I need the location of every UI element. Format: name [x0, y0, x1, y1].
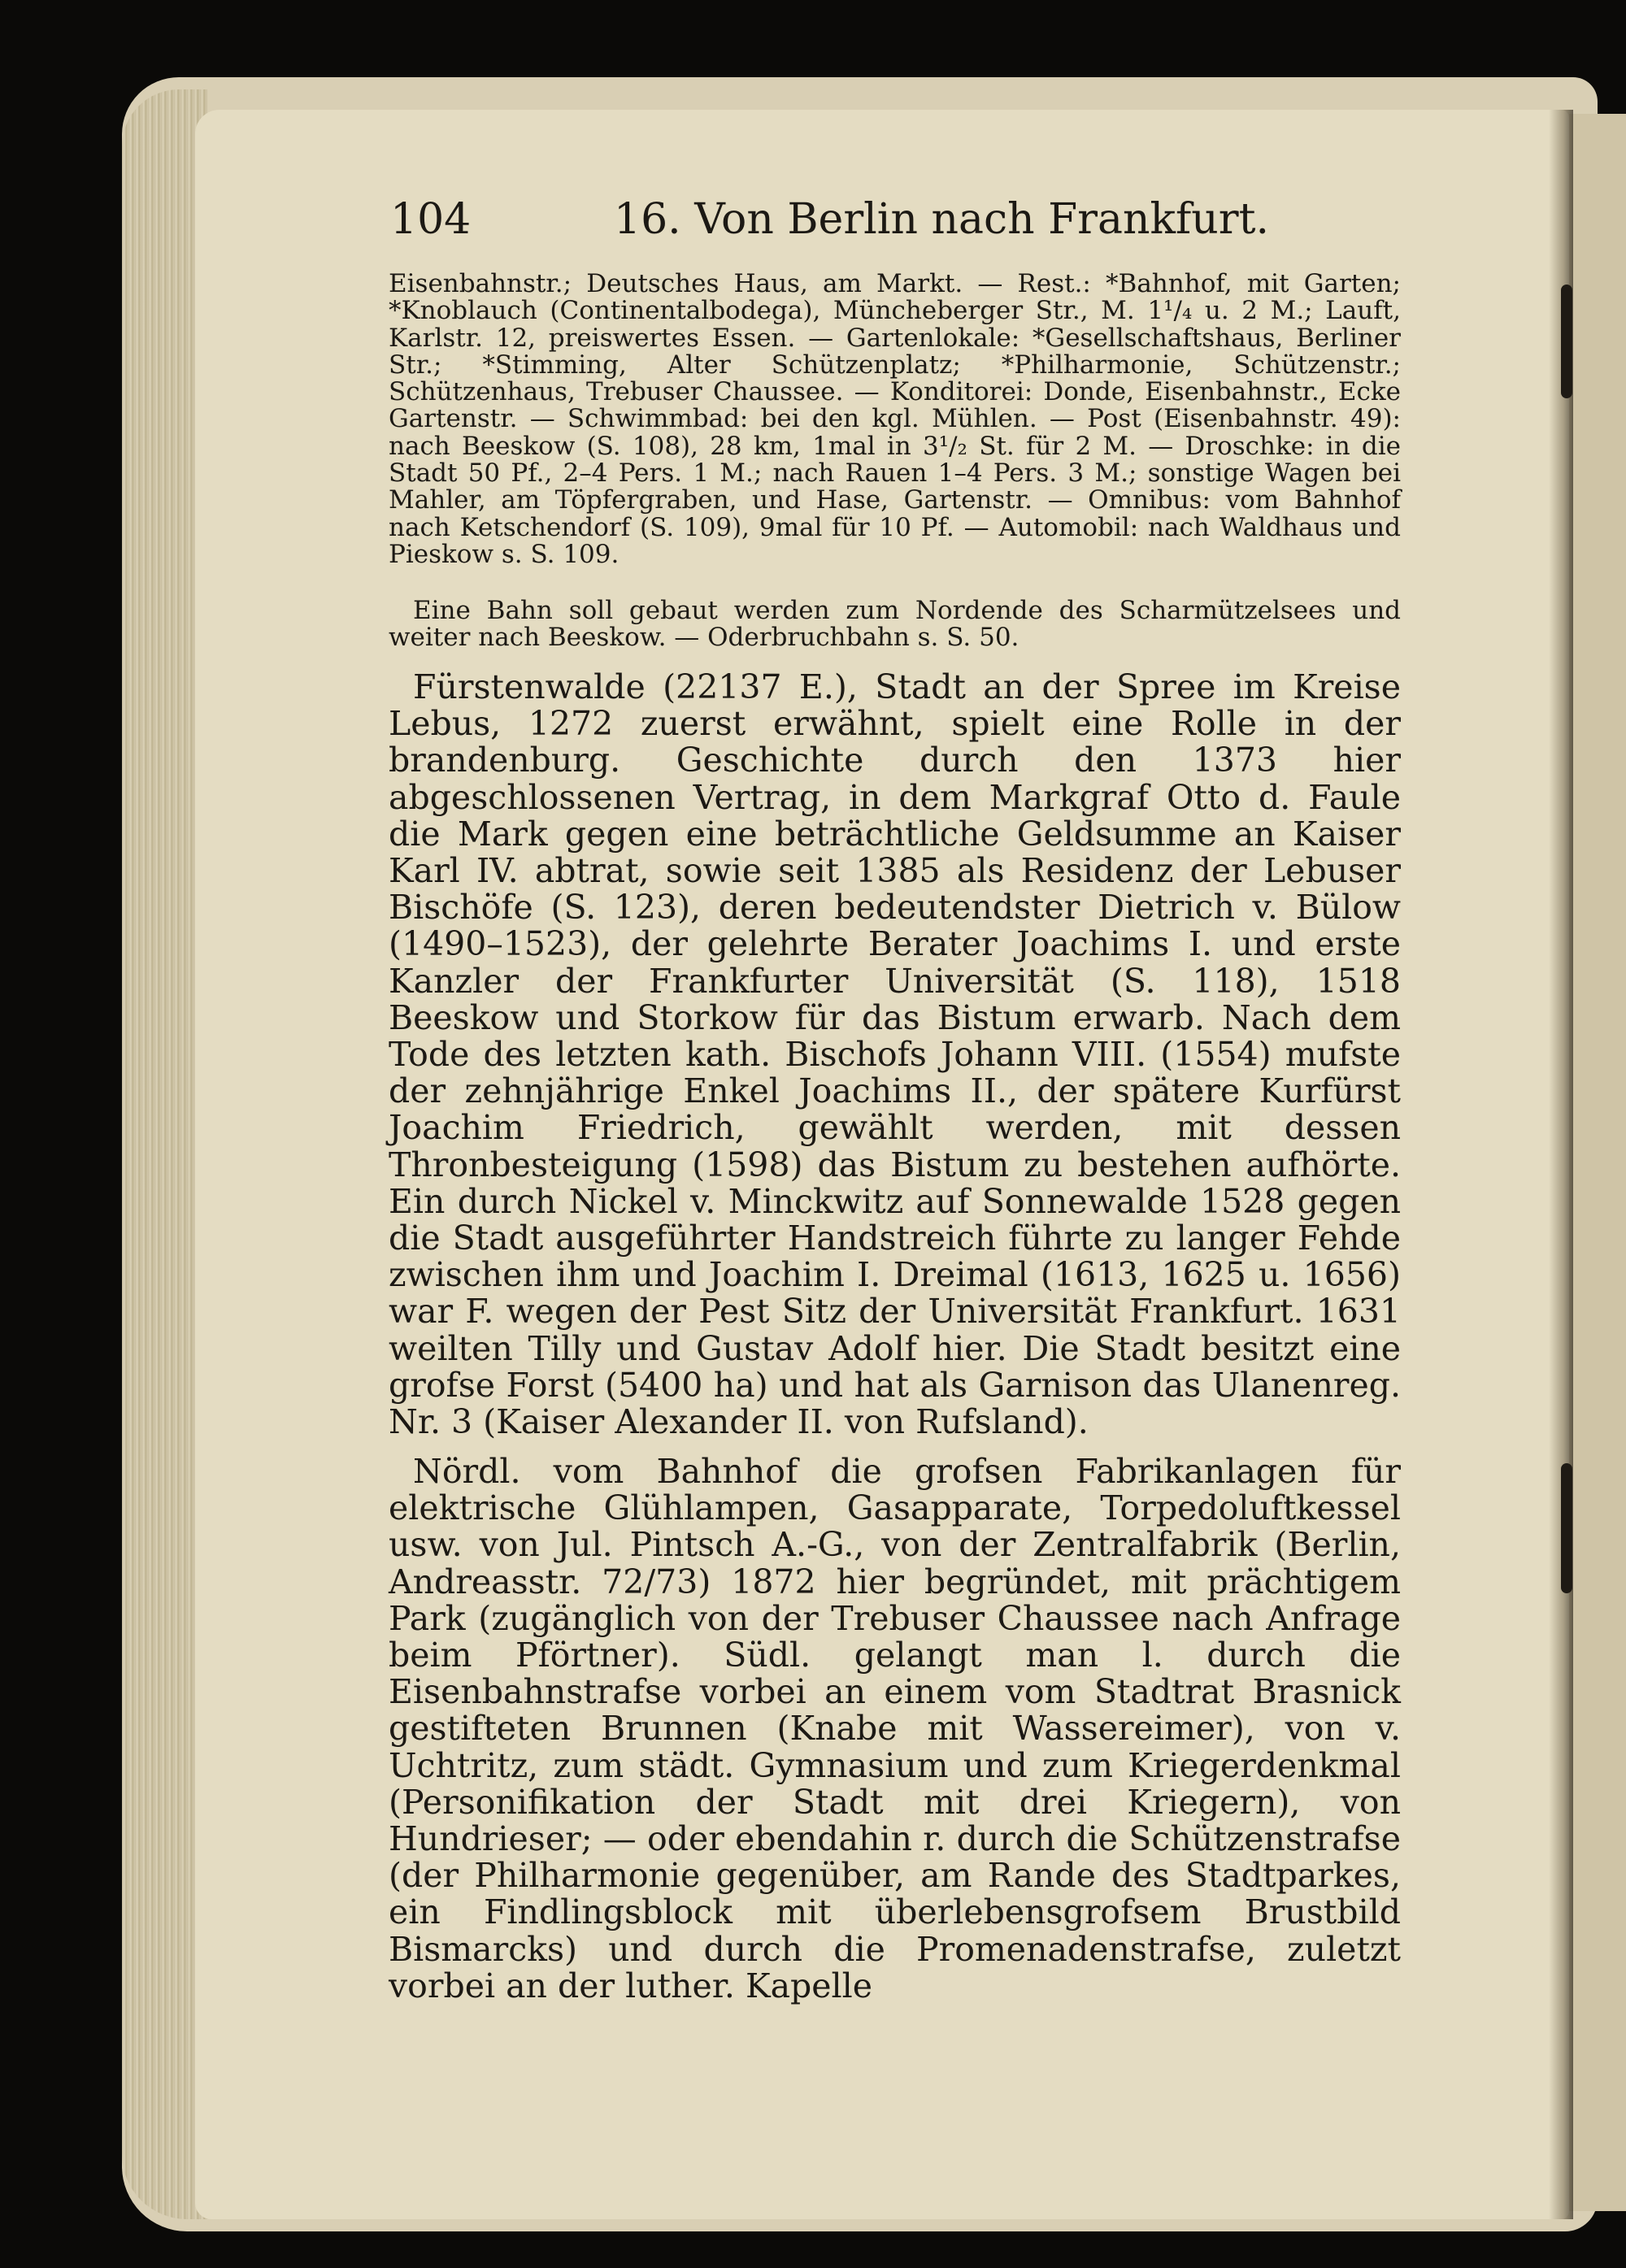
binding-gutter: [1549, 110, 1573, 2219]
binding-thread-top: [1561, 285, 1572, 398]
sights-paragraph: Nördl. vom Bahnhof die grofsen Fabrikanlagen für elektrische Glühlampen, Gasapparate, Torpedoluftkessel usw. von Jul. Pintsch A.-G., von der Zentralfabrik (Berlin, Andreasstr. 72/73) 1872 hier begründet, mit prächtigem Park (zugänglich von der Trebuser Chaussee nach Anfrage beim Pförtner). Südl. gelangt man l. durch die Eisenbahnstrafse vorbei an einem vom Stadtrat Brasnick gestifteten Brunnen (Knabe mit Wassereimer), von v. Uchtritz, zum städt. Gymnasium und zum Kriegerdenkmal (Personifikation der Stadt mit drei Kriegern), von Hundrieser; — oder ebendahin r. durch die Schützenstrafse (der Philharmonie gegenüber, am Rande des Stadtparkes, ein Findlingsblock mit überlebensgrofsem Brustbild Bismarcks) und durch die Promenadenstrafse, zuletzt vorbei an der luther. Kapelle: [389, 1452, 1401, 2005]
railway-note-paragraph: Eine Bahn soll gebaut werden zum Nordende des Scharmützelsees und weiter nach Beeskow. — Oderbruchbahn s. S. 50.: [389, 596, 1401, 653]
running-title: 16. Von Berlin nach Frankfurt.: [614, 195, 1270, 244]
practical-info-paragraph: Eisenbahnstr.; Deutsches Haus, am Markt. — Rest.: *Bahnhof, mit Garten; *Knoblauch (Continentalbodega), Müncheberger Str., M. 1¹/₄ u. 2 M.; Lauft, Karlstr. 12, preiswertes Essen. — Gartenlokale: *Gesellschaftshaus, Berliner Str.; *Stimming, Alter Schützenplatz; *Philharmonie, Schützenstr.; Schützenhaus, Trebuser Chaussee. — Konditorei: Donde, Eisenbahnstr., Ecke Gartenstr. — Schwimmbad: bei den kgl. Mühlen. — Post (Eisenbahnstr. 49): nach Beeskow (S. 108), 28 km, 1mal in 3¹/₂ St. für 2 M. — Droschke: in die Stadt 50 Pf., 2–4 Pers. 1 M.; nach Rauen 1–4 Pers. 3 M.; sonstige Wagen bei Mahler, am Töpfergraben, und Hase, Gartenstr. — Omnibus: vom Bahnhof nach Ketschendorf (S. 109), 9mal für 10 Pf. — Automobil: nach Waldhaus und Pieskow s. S. 109.: [389, 269, 1401, 569]
history-paragraph: Fürstenwalde (22137 E.), Stadt an der Spree im Kreise Lebus, 1272 zuerst erwähnt, spielt eine Rolle in der brandenburg. Geschichte durch den 1373 hier abgeschlossenen Vertrag, in dem Markgraf Otto d. Faule die Mark gegen eine beträchtliche Geldsumme an Kaiser Karl IV. abtrat, sowie seit 1385 als Residenz der Lebuser Bischöfe (S. 123), deren bedeutendster Dietrich v. Bülow (1490–1523), der gelehrte Berater Joachims I. und erste Kanzler der Frankfurter Universität (S. 118), 1518 Beeskow und Storkow für das Bistum erwarb. Nach dem Tode des letzten kath. Bischofs Johann VIII. (1554) mufste der zehnjährige Enkel Joachims II., der spätere Kurfürst Joachim Friedrich, gewählt werden, mit dessen Thronbesteigung (1598) das Bistum zu bestehen aufhörte. Ein durch Nickel v. Minckwitz auf Sonnewalde 1528 gegen die Stadt ausgeführter Handstreich führte zu langer Fehde zwischen ihm und Joachim I. Dreimal (1613, 1625 u. 1656) war F. wegen der Pest Sitz der Universität Frankfurt. 1631 weilten Tilly und Gustav Adolf hier. Die Stadt besitzt eine grofse Forst (5400 ha) und hat als Garnison das Ulanenreg. Nr. 3 (Kaiser Alexander II. von Rufsland).: [389, 667, 1401, 1442]
page-header: [390, 191, 1398, 248]
page-number: 104: [390, 195, 472, 244]
binding-thread-bottom: [1561, 1463, 1572, 1593]
facing-page-edge: [1569, 114, 1626, 2211]
